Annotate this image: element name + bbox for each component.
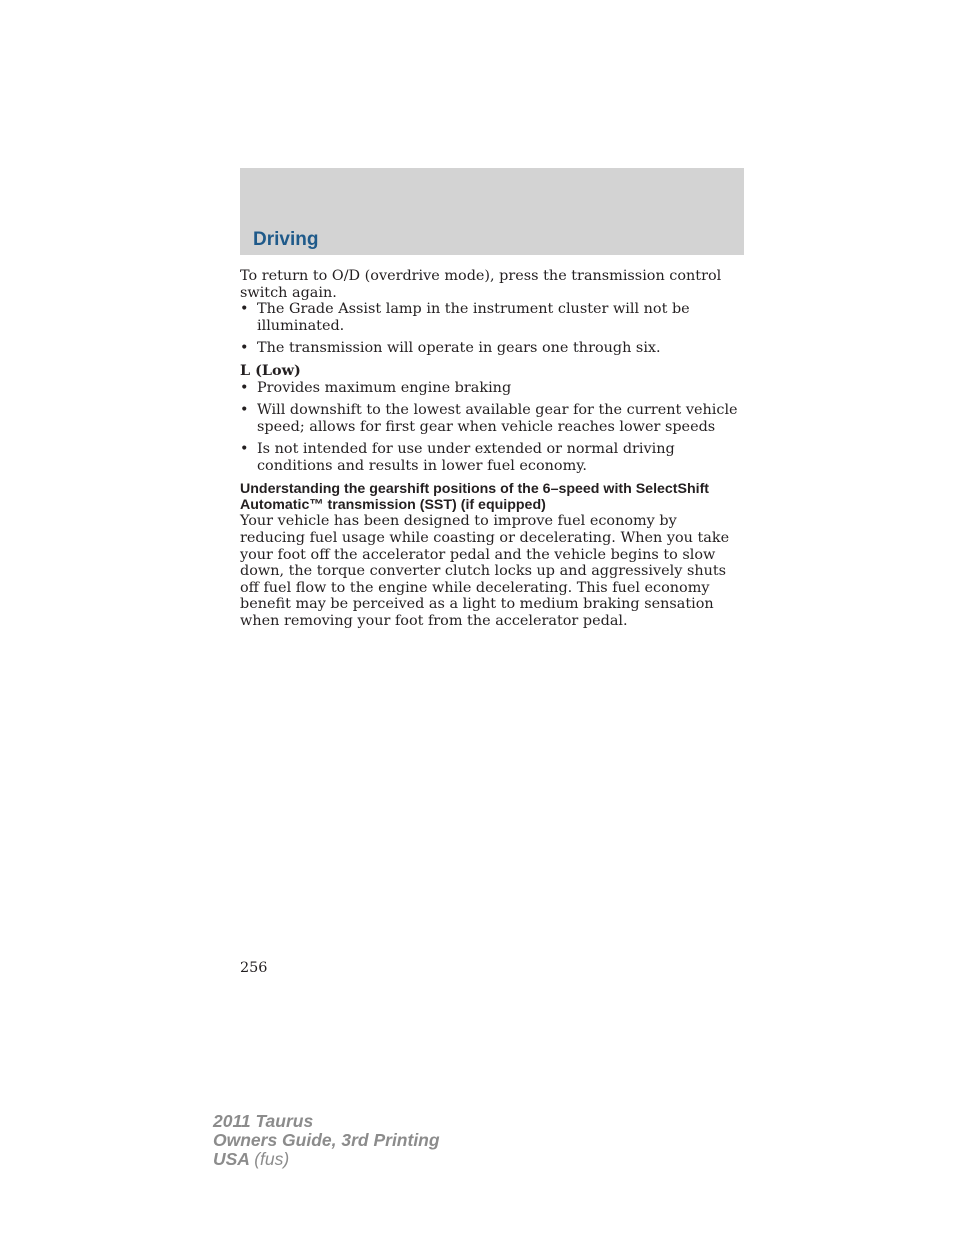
list-item	[240, 441, 744, 474]
footer-model: 2011 Taurus	[213, 1111, 314, 1131]
page-number: 256	[240, 960, 268, 976]
section-title: Driving	[253, 229, 319, 250]
bullet-icon: •	[240, 379, 249, 396]
document-footer	[213, 1112, 440, 1169]
low-heading: L (Low)	[240, 361, 301, 379]
page-content	[240, 268, 744, 630]
list-item-text: The transmission will operate in gears one through six.	[257, 340, 661, 357]
list-item	[240, 402, 744, 435]
bullet-icon: •	[240, 402, 249, 419]
list-item	[240, 340, 744, 357]
list-item-text: The Grade Assist lamp in the instrument cluster will not be illuminated.	[257, 301, 690, 334]
od-bullet-list	[240, 301, 744, 357]
bullet-icon: •	[240, 340, 249, 357]
bullet-icon: •	[240, 301, 249, 318]
footer-market-name: USA	[213, 1149, 250, 1169]
list-item	[240, 380, 744, 397]
list-item-text: Provides maximum engine braking	[257, 379, 512, 396]
sst-heading: Understanding the gearshift positions of the 6–speed with SelectShift Automatic™ transmission (SST) (if equipped)	[240, 480, 710, 513]
footer-market	[213, 1150, 440, 1169]
list-item-text: Will downshift to the lowest available gear for the current vehicle speed; allows for first gear when vehicle reaches lower speeds	[257, 402, 738, 435]
footer-guide-edition: Owners Guide, 3rd Printing	[213, 1130, 440, 1150]
bullet-icon: •	[240, 441, 249, 458]
list-item-text: Is not intended for use under extended or normal driving conditions and results in lower fuel economy.	[257, 441, 675, 474]
section-header-band	[240, 168, 744, 255]
intro-paragraph: To return to O/D (overdrive mode), press the transmission control switch again.	[240, 268, 722, 301]
low-bullet-list	[240, 380, 744, 475]
footer-market-code: (fus)	[254, 1149, 290, 1169]
list-item	[240, 301, 744, 334]
sst-paragraph: Your vehicle has been designed to improve fuel economy by reducing fuel usage while coasting or decelerating. When you take your foot off the accelerator pedal and the vehicle begins to slow down, the torque converter clutch locks up and aggressively shuts off fuel flow to the engine while decelerating. This fuel economy benefit may be perceived as a light to medium braking sensation when removing your foot from the accelerator pedal.	[240, 513, 730, 629]
